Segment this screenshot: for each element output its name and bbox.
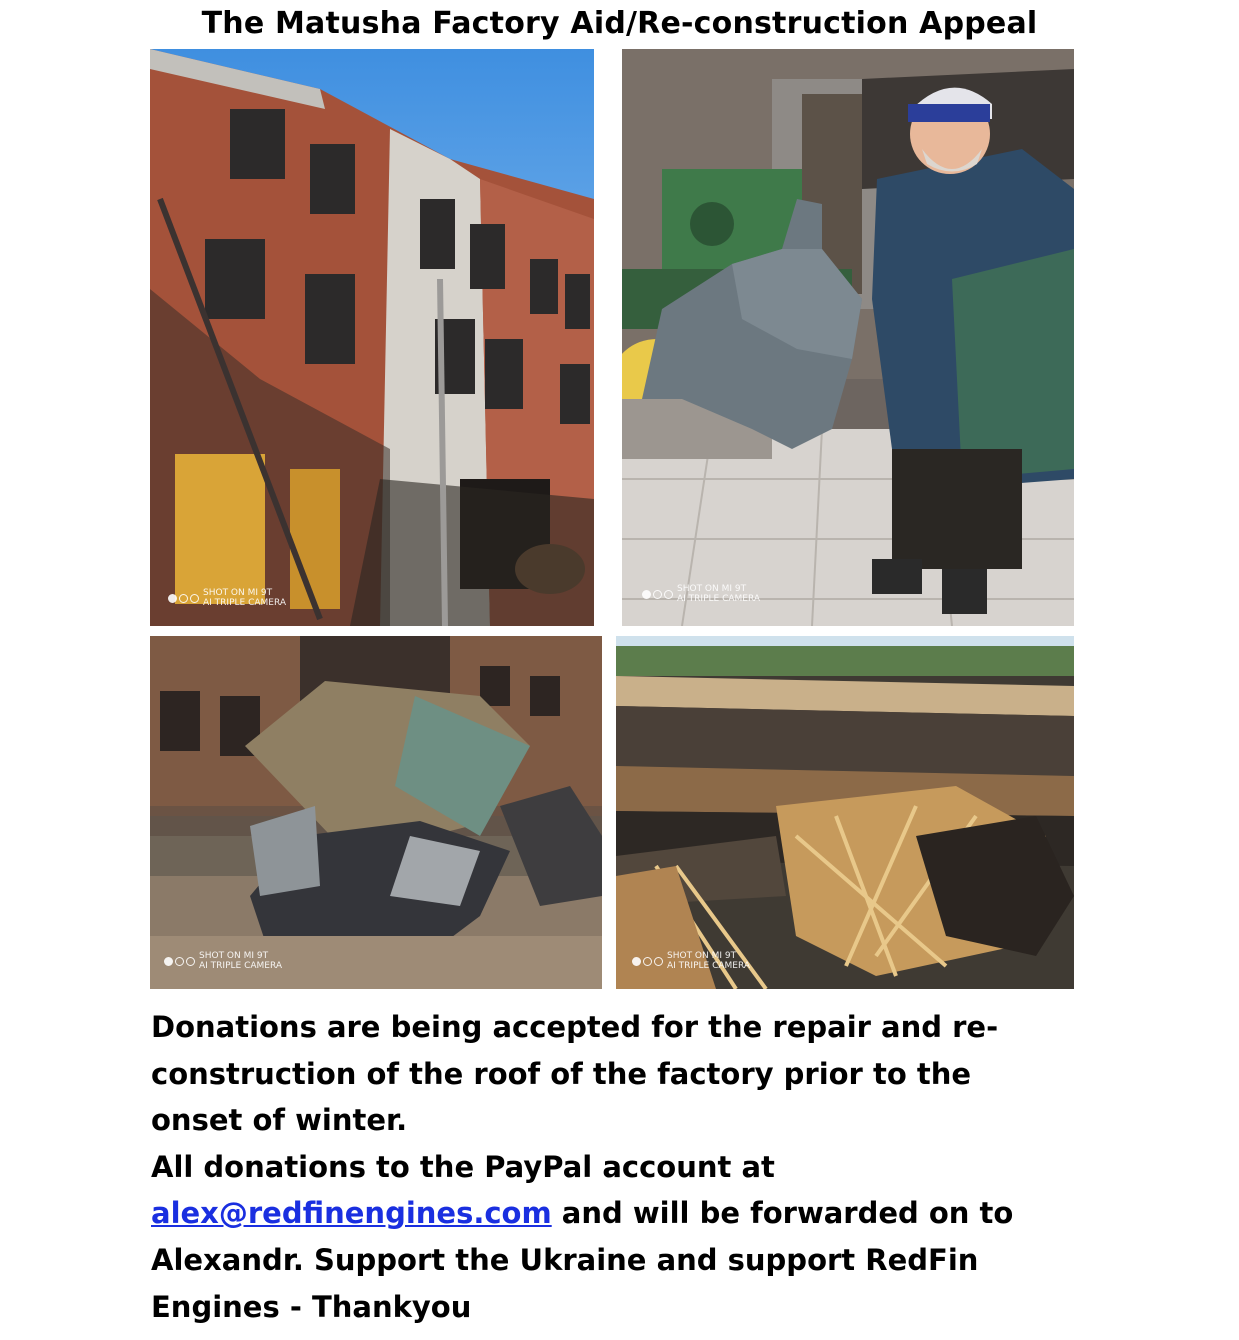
paypal-intro-text: All donations to the PayPal account at	[151, 1149, 775, 1184]
camera-watermark: SHOT ON MI 9T AI TRIPLE CAMERA	[632, 951, 750, 971]
man-holding-metal-debris-photo	[622, 49, 1074, 626]
collapsed-wooden-roof-photo	[616, 636, 1074, 989]
donations-paragraph: Donations are being accepted for the repair and re-construction of the roof of the factory prior to the onset of winter.	[151, 1010, 999, 1138]
paypal-paragraph	[151, 1144, 1051, 1330]
crashed-metal-wreckage-photo	[150, 636, 602, 989]
camera-watermark: SHOT ON MI 9T AI TRIPLE CAMERA	[642, 584, 760, 604]
paypal-closing-text: and will be forwarded on to Alexandr. Support the Ukraine and support RedFin Engines - Thankyou	[151, 1196, 1014, 1324]
page-title: The Matusha Factory Aid/Re-construction Appeal	[201, 6, 1038, 41]
camera-watermark: SHOT ON MI 9T AI TRIPLE CAMERA	[168, 588, 286, 608]
burned-factory-building-photo	[150, 49, 594, 626]
camera-watermark: SHOT ON MI 9T AI TRIPLE CAMERA	[164, 951, 282, 971]
appeal-body	[151, 1004, 1051, 1330]
paypal-email-link[interactable]: alex@redfinengines.com	[151, 1196, 552, 1231]
